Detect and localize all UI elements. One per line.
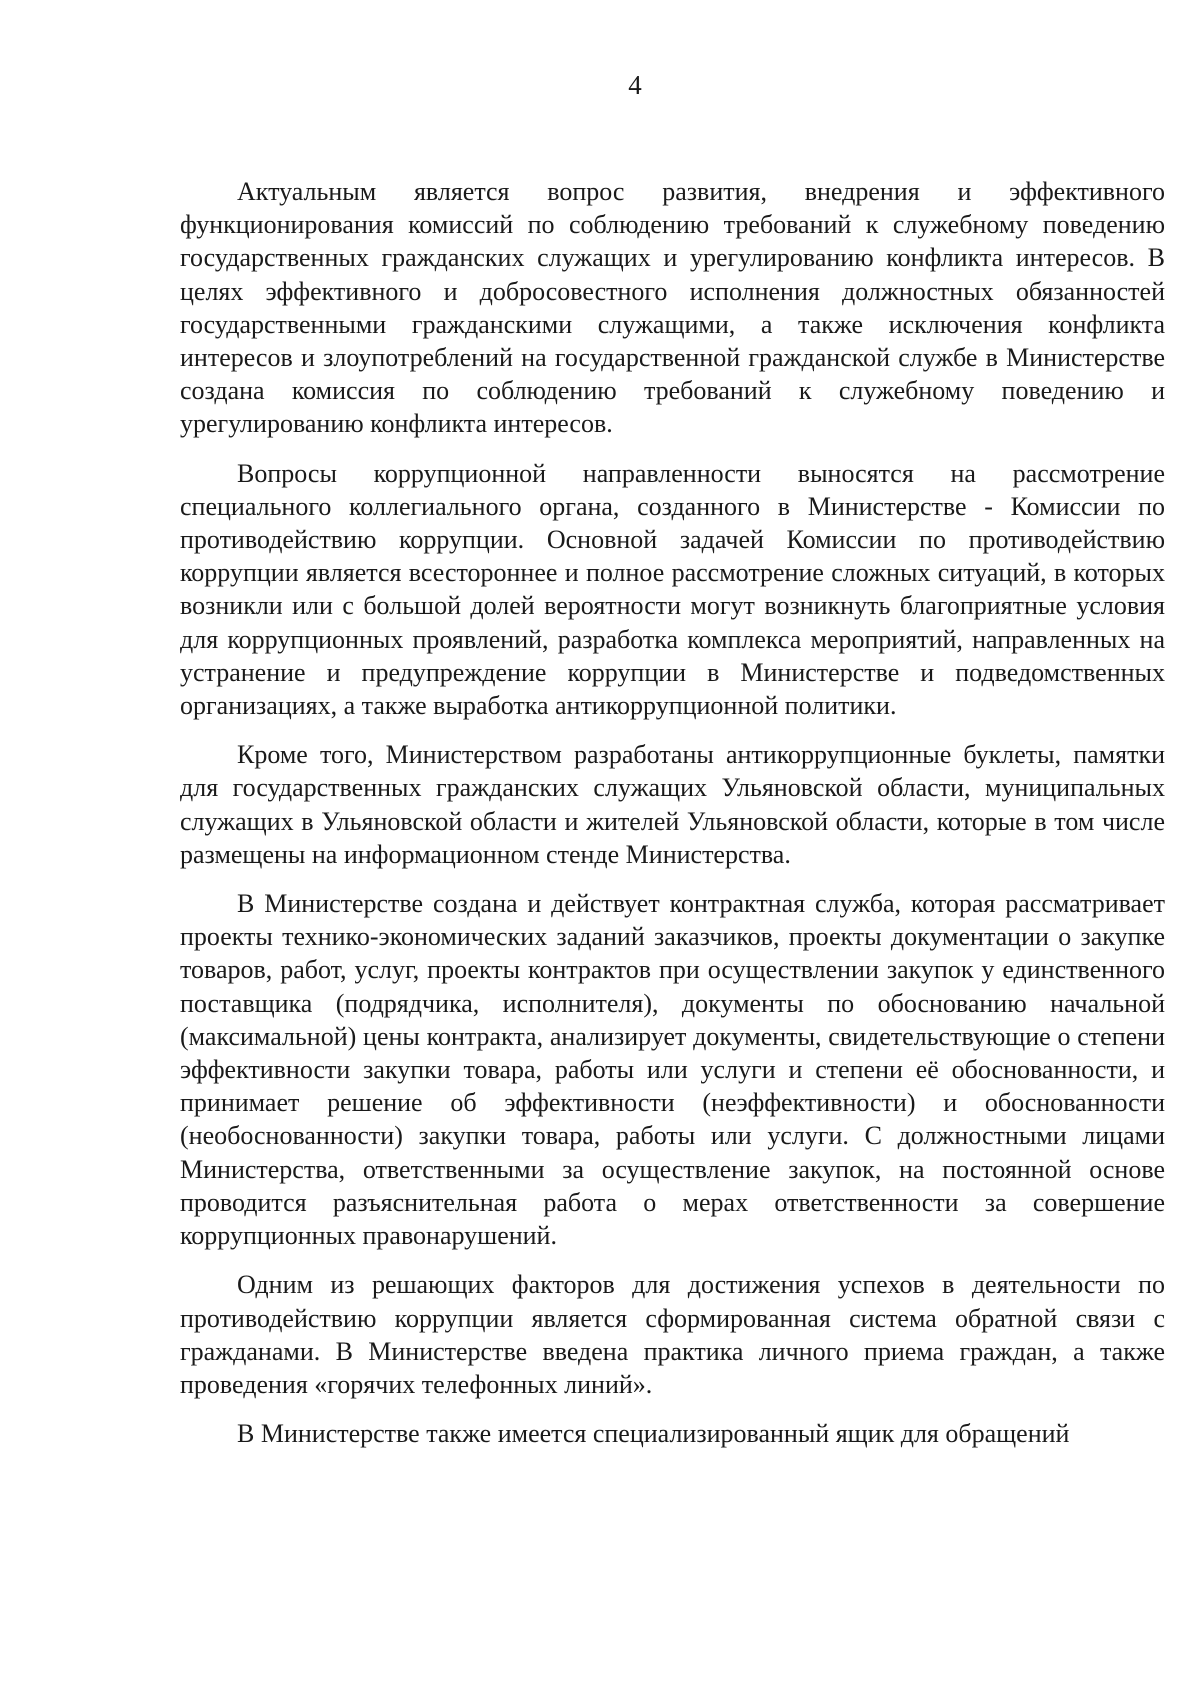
document-body <box>180 175 1165 1450</box>
paragraph-commissions: Актуальным является вопрос развития, внедрения и эффективного функционирования комиссий по соблюдению требований к служебному поведению государственных гражданских служащих и урегулированию конфликта интересов. В целях эффективного и добросовестного исполнения должностных обязанностей государственными гражданскими служащими, а также исключения конфликта интересов и злоупотреблений на государственной гражданской службе в Министерстве создана комиссия по соблюдению требований к служебному поведению и урегулированию конфликта интересов. <box>180 177 1165 439</box>
paragraph-mailbox: В Министерстве также имеется специализированный ящик для обращений <box>237 1419 1070 1449</box>
paragraph-feedback: Одним из решающих факторов для достижения успехов в деятельности по противодействию коррупции является сформированная система обратной связи с гражданами. В Министерстве введена практика личного приема граждан, а также проведения «горячих телефонных линий». <box>180 1270 1165 1399</box>
paragraph-anticorruption-commission: Вопросы коррупционной направленности выносятся на рассмотрение специального коллегиального органа, созданного в Министерстве - Комиссии по противодействию коррупции. Основной задачей Комиссии по противодействию коррупции является всестороннее и полное рассмотрение сложных ситуаций, в которых возникли или с большой долей вероятности могут возникнуть благоприятные условия для коррупционных проявлений, разработка комплекса мероприятий, направленных на устранение и предупреждение коррупции в Министерстве и подведомственных организациях, а также выработка антикоррупционной политики. <box>180 458 1165 721</box>
paragraph-contract-service: В Министерстве создана и действует контрактная служба, которая рассматривает проекты технико-экономических заданий заказчиков, проекты документации о закупке товаров, работ, услуг, проекты контрактов при осуществлении закупок у единственного поставщика (подрядчика, исполнителя), документы по обоснованию начальной (максимальной) цены контракта, анализирует документы, свидетельствующие о степени эффективности закупки товара, работы или услуги и степени её обоснованности, и принимает решение об эффективности (неэффективности) и обоснованности (необоснованности) закупки товара, работы или услуги. С должностными лицами Министерства, ответственными за осуществление закупок, на постоянной основе проводится разъяснительная работа о мерах ответственности за совершение коррупционных правонарушений. <box>180 889 1165 1251</box>
page-number: 4 <box>628 70 642 100</box>
paragraph-booklets: Кроме того, Министерством разработаны антикоррупционные буклеты, памятки для государственных гражданских служащих Ульяновской области, муниципальных служащих в Ульяновской области и жителей Ульяновской области, которые в том числе размещены на информационном стенде Министерства. <box>180 740 1165 869</box>
